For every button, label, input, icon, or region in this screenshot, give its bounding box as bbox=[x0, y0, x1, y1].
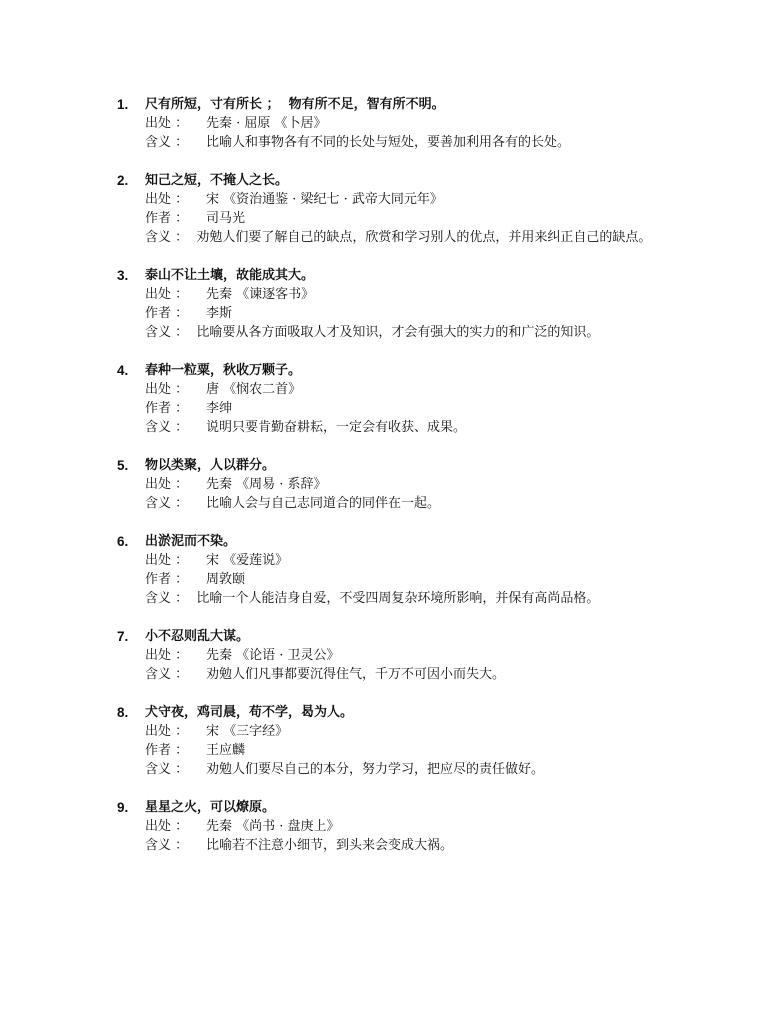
meaning-label: 含义 ： bbox=[145, 496, 189, 511]
quote-text: 春种一粒粟，秋收万颗子。 bbox=[145, 363, 302, 378]
quote-entry-5 bbox=[0, 456, 768, 513]
meaning-value: 劝勉人们要尽自己的本分，努力学习，把应尽的责任做好。 bbox=[206, 762, 545, 777]
source-value: 先秦 《谏逐客书》 bbox=[206, 287, 315, 302]
quote-text: 小不忍则乱大谋。 bbox=[145, 629, 250, 644]
meaning-row bbox=[0, 418, 768, 437]
quote-text: 尺有所短，寸有所长 ； 物有所不足，智有所不明。 bbox=[145, 97, 445, 112]
author-label: 作者 ： bbox=[145, 211, 189, 226]
author-label: 作者 ： bbox=[145, 572, 189, 587]
meaning-value: 比喻人会与自己志同道合的同伴在一起。 bbox=[206, 496, 441, 511]
quote-text: 物以类聚，人以群分。 bbox=[145, 458, 276, 473]
meaning-value: 比喻要从各方面吸取人才及知识，才会有强大的实力的和广泛的知识。 bbox=[196, 325, 600, 340]
source-label: 出处 ： bbox=[145, 192, 189, 207]
meaning-paragraph bbox=[145, 228, 657, 247]
meaning-label: 含义 ： bbox=[145, 838, 189, 853]
source-row bbox=[0, 646, 768, 665]
source-value: 宋 《爱莲说》 bbox=[206, 553, 289, 568]
source-label: 出处 ： bbox=[145, 287, 189, 302]
entry-heading bbox=[0, 171, 768, 190]
quote-text: 出淤泥而不染。 bbox=[145, 534, 237, 549]
entry-heading bbox=[0, 798, 768, 817]
entry-heading bbox=[0, 361, 768, 380]
source-label: 出处 ： bbox=[145, 116, 189, 131]
source-row bbox=[0, 722, 768, 741]
author-label: 作者 ： bbox=[145, 743, 189, 758]
entry-heading bbox=[0, 266, 768, 285]
author-value: 王应麟 bbox=[206, 743, 246, 758]
source-label: 出处 ： bbox=[145, 724, 189, 739]
meaning-label: 含义 ： bbox=[145, 135, 189, 150]
author-row bbox=[0, 209, 768, 228]
entry-number: 4. bbox=[117, 363, 129, 378]
meaning-label: 含义 ： bbox=[145, 591, 189, 606]
meaning-label: 含义 ： bbox=[145, 420, 189, 435]
source-label: 出处 ： bbox=[145, 819, 189, 834]
entry-heading bbox=[0, 703, 768, 722]
source-row bbox=[0, 817, 768, 836]
author-row bbox=[0, 570, 768, 589]
quote-entry-2 bbox=[0, 171, 768, 247]
source-row bbox=[0, 380, 768, 399]
document-page bbox=[0, 95, 768, 874]
quote-entry-9 bbox=[0, 798, 768, 855]
quote-entry-8 bbox=[0, 703, 768, 779]
entry-heading bbox=[0, 627, 768, 646]
entry-heading bbox=[0, 95, 768, 114]
meaning-paragraph bbox=[145, 589, 657, 608]
quote-text: 星星之火，可以燎原。 bbox=[145, 800, 276, 815]
meaning-label: 含义 ： bbox=[145, 762, 189, 777]
entry-heading bbox=[0, 456, 768, 475]
source-row bbox=[0, 114, 768, 133]
author-row bbox=[0, 399, 768, 418]
meaning-row bbox=[0, 133, 768, 152]
source-label: 出处 ： bbox=[145, 553, 189, 568]
source-label: 出处 ： bbox=[145, 382, 189, 397]
author-row bbox=[0, 741, 768, 760]
quote-entry-3 bbox=[0, 266, 768, 342]
meaning-label: 含义 ： bbox=[145, 325, 189, 340]
entry-number: 8. bbox=[117, 705, 129, 720]
meaning-row bbox=[0, 760, 768, 779]
source-value: 先秦 《周易 · 系辞》 bbox=[206, 477, 327, 492]
source-value: 唐 《悯农二首》 bbox=[206, 382, 302, 397]
source-value: 宋 《资治通鉴 · 梁纪七 · 武帝大同元年》 bbox=[206, 192, 443, 207]
quote-entry-6 bbox=[0, 532, 768, 608]
meaning-row bbox=[0, 836, 768, 855]
quote-entry-4 bbox=[0, 361, 768, 437]
entry-number: 1. bbox=[117, 97, 129, 112]
source-label: 出处 ： bbox=[145, 477, 189, 492]
source-row bbox=[0, 475, 768, 494]
meaning-value: 劝勉人们要了解自己的缺点，欣赏和学习别人的优点，并用来纠正自己的缺点。 bbox=[196, 230, 652, 245]
author-value: 李绅 bbox=[206, 401, 233, 416]
meaning-value: 比喻一个人能洁身自爱，不受四周复杂环境所影响，并保有高尚品格。 bbox=[196, 591, 600, 606]
entry-number: 2. bbox=[117, 173, 129, 188]
entry-number: 5. bbox=[117, 458, 129, 473]
quote-text: 知己之短，不掩人之长。 bbox=[145, 173, 289, 188]
author-value: 周敦颐 bbox=[206, 572, 246, 587]
meaning-value: 比喻人和事物各有不同的长处与短处，要善加利用各有的长处。 bbox=[206, 135, 571, 150]
author-value: 司马光 bbox=[206, 211, 246, 226]
source-value: 先秦 《论语 · 卫灵公》 bbox=[206, 648, 340, 663]
source-value: 宋 《三字经》 bbox=[206, 724, 289, 739]
quote-text: 泰山不让土壤，故能成其大。 bbox=[145, 268, 315, 283]
meaning-row bbox=[0, 494, 768, 513]
quote-text: 犬守夜，鸡司晨，苟不学，曷为人。 bbox=[145, 705, 354, 720]
meaning-label: 含义 ： bbox=[145, 667, 189, 682]
author-label: 作者 ： bbox=[145, 401, 189, 416]
author-row bbox=[0, 304, 768, 323]
quote-entry-1 bbox=[0, 95, 768, 152]
meaning-paragraph bbox=[145, 323, 657, 342]
meaning-value: 劝勉人们凡事都要沉得住气，千万不可因小而失大。 bbox=[206, 667, 506, 682]
entry-heading bbox=[0, 532, 768, 551]
author-label: 作者 ： bbox=[145, 306, 189, 321]
entry-number: 9. bbox=[117, 800, 129, 815]
entry-number: 7. bbox=[117, 629, 129, 644]
meaning-value: 说明只要肯勤奋耕耘，一定会有收获、成果。 bbox=[206, 420, 467, 435]
source-label: 出处 ： bbox=[145, 648, 189, 663]
meaning-label: 含义 ： bbox=[145, 230, 189, 245]
source-row bbox=[0, 285, 768, 304]
source-value: 先秦 · 屈原 《卜居》 bbox=[206, 116, 327, 131]
source-row bbox=[0, 551, 768, 570]
meaning-value: 比喻若不注意小细节，到头来会变成大祸。 bbox=[206, 838, 454, 853]
entry-number: 6. bbox=[117, 534, 129, 549]
entry-number: 3. bbox=[117, 268, 129, 283]
author-value: 李斯 bbox=[206, 306, 233, 321]
quote-entry-7 bbox=[0, 627, 768, 684]
source-row bbox=[0, 190, 768, 209]
source-value: 先秦 《尚书 · 盘庚上》 bbox=[206, 819, 340, 834]
meaning-row bbox=[0, 665, 768, 684]
